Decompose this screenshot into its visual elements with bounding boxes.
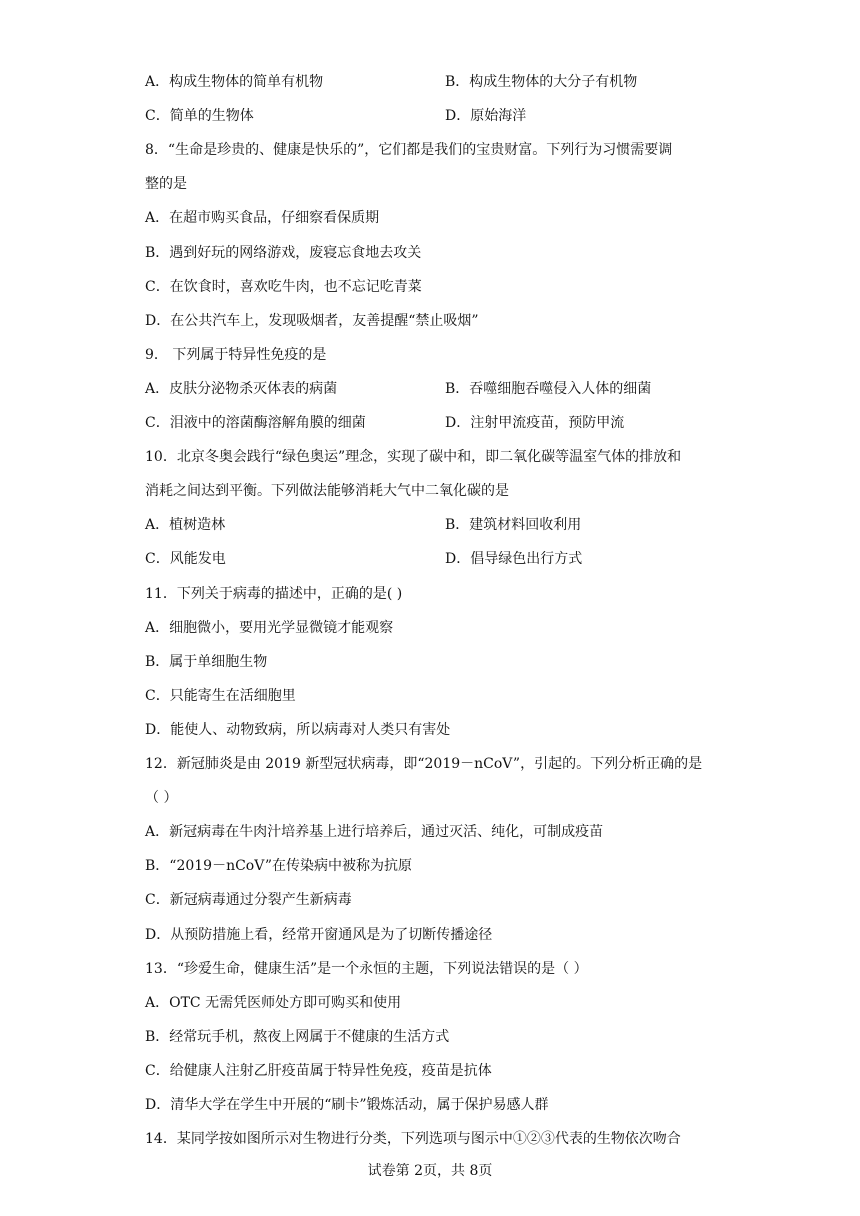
text-line: C．在饮食时，喜欢吃牛肉，也不忘记吃青菜 xyxy=(145,278,422,295)
option-right: B．构成生物体的大分子有机物 xyxy=(445,74,638,90)
page-footer: 试卷第 2页，共 8页 xyxy=(367,1163,493,1179)
option-right: D．原始海洋 xyxy=(445,108,527,125)
text-line: C．给健康人注射乙肝疫苗属于特异性免疫，疫苗是抗体 xyxy=(145,1062,492,1079)
text-line: A．细胞微小，要用光学显微镜才能观察 xyxy=(145,619,394,636)
text-line: D．在公共汽车上，发现吸烟者，友善提醒“禁止吸烟” xyxy=(145,312,479,329)
option-right: D．注射甲流疫苗，预防甲流 xyxy=(445,415,625,431)
option-left: C．风能发电 xyxy=(145,551,226,568)
text-line xyxy=(145,548,730,570)
text-line: 14．某同学按如图所示对生物进行分类，下列选项与图示中①②③代表的生物依次吻合 xyxy=(145,1131,681,1148)
text-line: 10．北京冬奥会践行“绿色奥运”理念，实现了碳中和，即二氧化碳等温室气体的排放和 xyxy=(145,449,682,466)
option-left: C．简单的生物体 xyxy=(145,108,254,125)
text-line: B．遇到好玩的网络游戏，废寝忘食地去攻关 xyxy=(145,244,422,261)
option-right: B．吞噬细胞吞噬侵入人体的细菌 xyxy=(445,380,652,397)
text-line: 整的是 xyxy=(145,176,187,193)
text-line: 消耗之间达到平衡。下列做法能够消耗大气中二氧化碳的是 xyxy=(145,483,509,500)
text-line xyxy=(145,514,730,536)
option-right: D．倡导绿色出行方式 xyxy=(445,551,583,568)
option-left: C．泪液中的溶菌酶溶解角膜的细菌 xyxy=(145,415,366,431)
text-line: C．只能寄生在活细胞里 xyxy=(145,687,296,704)
option-left: A．皮肤分泌物杀灭体表的病菌 xyxy=(145,380,338,397)
text-line: 13．“珍爱生命，健康生活”是一个永恒的主题，下列说法错误的是（ ） xyxy=(145,960,588,977)
text-line xyxy=(145,412,730,434)
text-line: 11．下列关于病毒的描述中，正确的是( ) xyxy=(145,585,403,602)
text-line: A．在超市购买食品，仔细察看保质期 xyxy=(145,210,380,227)
text-line: D．从预防措施上看，经常开窗通风是为了切断传播途径 xyxy=(145,926,493,943)
text-line xyxy=(145,378,730,400)
text-line: A．新冠病毒在牛肉汁培养基上进行培养后，通过灭活、纯化，可制成疫苗 xyxy=(145,824,604,841)
text-line: C．新冠病毒通过分裂产生新病毒 xyxy=(145,892,352,909)
option-left: A．构成生物体的简单有机物 xyxy=(145,74,324,90)
text-line: D．能使人、动物致病，所以病毒对人类只有害处 xyxy=(145,721,451,738)
text-line: B．“2019－nCoV”在传染病中被称为抗原 xyxy=(145,858,413,875)
option-right: B．建筑材料回收利用 xyxy=(445,517,582,534)
text-line: A．OTC 无需凭医师处方即可购买和使用 xyxy=(145,994,402,1011)
option-left: A．植树造林 xyxy=(145,517,226,534)
text-line xyxy=(145,71,730,93)
text-line: D．清华大学在学生中开展的“刷卡”锻炼活动，属于保护易感人群 xyxy=(145,1097,549,1113)
text-line xyxy=(145,105,730,127)
text-line: 8．“生命是珍贵的、健康是快乐的”，它们都是我们的宝贵财富。下列行为习惯需要调 xyxy=(145,142,673,159)
text-line: B．经常玩手机，熬夜上网属于不健康的生活方式 xyxy=(145,1028,450,1045)
text-line: 9． 下列属于特异性免疫的是 xyxy=(145,346,327,363)
text-line: B．属于单细胞生物 xyxy=(145,653,268,670)
text-line: 12．新冠肺炎是由 2019 新型冠状病毒，即“2019－nCoV”，引起的。下列分析正确的是 xyxy=(145,756,703,772)
text-line: （ ） xyxy=(145,790,178,807)
